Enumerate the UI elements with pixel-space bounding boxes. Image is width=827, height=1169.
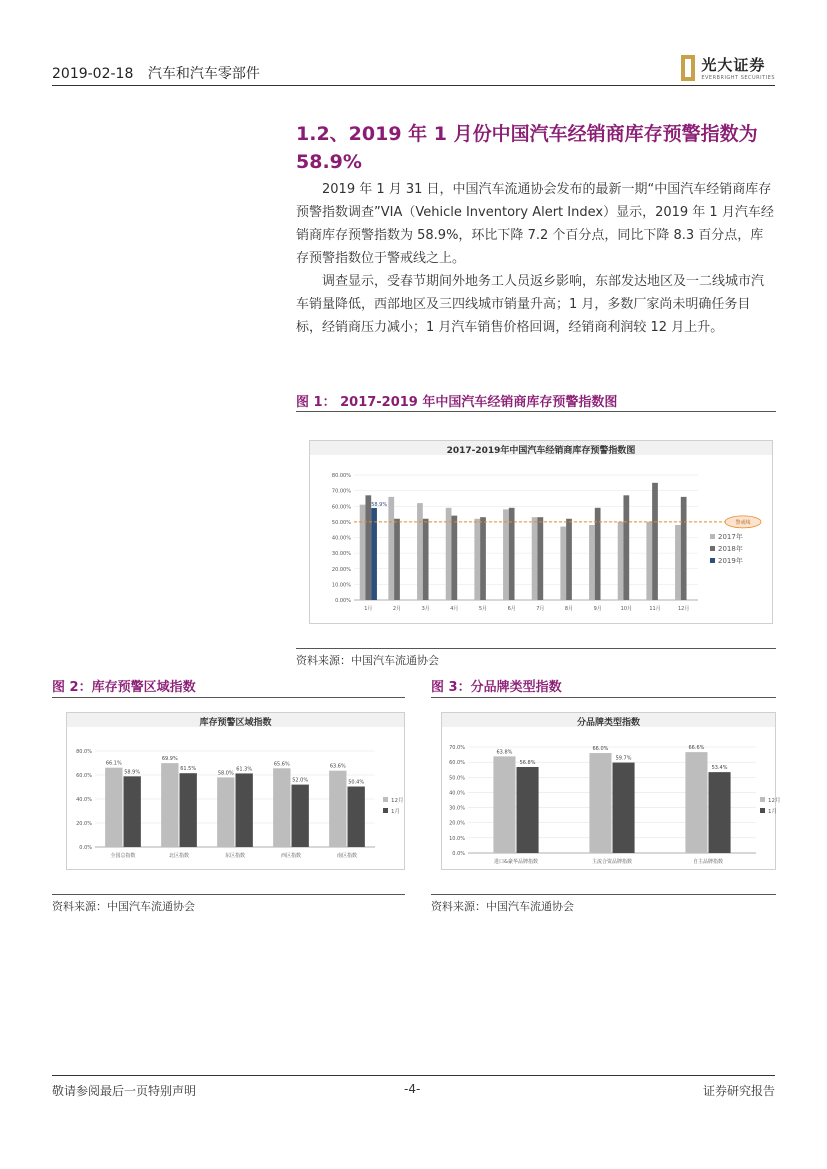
chart1-bar (480, 517, 486, 600)
chart1-xtick-label: 12月 (677, 606, 690, 612)
chart-1-title: 2017-2019年中国汽车经销商库存预警指数图 (446, 446, 636, 456)
chart1-ytick-label: 10.00% (331, 582, 351, 589)
chart3-legend-label: 12月 (768, 798, 781, 804)
chart3-data-label: 66.0% (592, 746, 609, 753)
chart2-legend-label: 1月 (391, 809, 400, 815)
chart3-ytick-label: 60.0% (449, 760, 465, 767)
chart3-data-label: 63.8% (496, 749, 513, 756)
chart1-ytick-label: 60.00% (331, 504, 351, 511)
chart3-data-label: 59.7% (615, 755, 632, 762)
report-date: 2019-02-18 (52, 66, 134, 82)
section-title: 1.2、2019 年 1 月份中国汽车经销商库存预警指数为 58.9% (296, 123, 758, 173)
figure-1-source: 资料来源：中国汽车流通协会 (296, 654, 439, 667)
chart-3-svg (442, 713, 781, 869)
chart2-legend-swatch (383, 808, 388, 813)
chart1-bar (423, 519, 429, 600)
chart2-data-label: 69.9% (161, 756, 178, 763)
chart2-data-label: 58.0% (217, 770, 234, 777)
chart2-data-label: 61.3% (236, 766, 253, 773)
chart1-ytick-label: 40.00% (331, 535, 351, 542)
paragraph-1: 2019 年 1 月 31 日，中国汽车流通协会发布的最新一期“中国汽车经销商库存预警指数调查”VIA（Vehicle Inventory Alert Index）显示，2019 年 1 月汽车经销商库存预警指数为 58.9%，环比下降 7.2 个百分点，同比下降 8.3 百分点，库存预警指数位于警戒线之上。 (296, 182, 774, 266)
chart1-bar (503, 509, 509, 600)
chart1-legend-label: 2017年 (718, 533, 743, 541)
chart1-legend-swatch (710, 534, 715, 539)
chart1-bar (589, 525, 595, 600)
figure-3-source: 资料来源：中国汽车流通协会 (431, 900, 574, 913)
chart2-xtick-label: 全国总指数 (110, 853, 136, 859)
chart3-bar (613, 763, 635, 853)
chart2-ytick-label: 40.0% (76, 797, 92, 803)
chart3-ytick-label: 70.0% (449, 745, 465, 751)
chart3-bar (493, 756, 515, 853)
figure-2-bottom-rule (52, 894, 405, 895)
chart2-ytick-label: 0.0% (79, 845, 92, 851)
chart1-legend-swatch (710, 546, 715, 551)
report-category: 汽车和汽车零部件 (147, 66, 260, 82)
chart1-bar (417, 503, 423, 600)
chart3-ytick-label: 50.0% (449, 775, 465, 782)
chart3-bar (685, 752, 707, 853)
chart1-legend-swatch (710, 558, 715, 563)
chart2-legend-label: 12月 (391, 798, 404, 804)
logo-mark-icon (681, 55, 695, 81)
figure-2-caption: 图 2：库存预警区域指数 (52, 680, 196, 695)
chart3-ytick-label: 10.0% (449, 835, 465, 842)
figure-2-source: 资料来源：中国汽车流通协会 (52, 900, 195, 913)
chart1-bar (451, 516, 457, 600)
chart1-xtick-label: 1月 (364, 606, 373, 612)
chart1-xtick-label: 11月 (649, 606, 661, 612)
figure-3-bottom-rule (431, 894, 776, 895)
chart2-data-label: 52.0% (292, 777, 309, 784)
chart1-ytick-label: 0.00% (335, 598, 351, 604)
chart1-bar (560, 527, 566, 600)
chart2-bar (236, 773, 253, 847)
chart1-bar (618, 522, 624, 600)
figure-1-caption: 图 1： 2017-2019 年中国汽车经销商库存预警指数图 (296, 395, 618, 410)
logo-cn-text: 光大证券 (701, 56, 766, 74)
chart3-ytick-label: 0.0% (452, 851, 465, 857)
chart1-xtick-label: 6月 (507, 606, 516, 612)
chart2-bar (292, 785, 309, 847)
chart3-bar (589, 753, 611, 853)
chart3-data-label: 56.8% (519, 759, 536, 766)
chart1-bar (474, 519, 480, 600)
chart1-legend-label: 2019年 (718, 557, 743, 565)
header-divider (52, 85, 775, 86)
logo-en-text: EVERBRIGHT SECURITIES (701, 75, 775, 81)
chart2-bar (124, 776, 141, 847)
chart3-ytick-label: 30.0% (449, 805, 465, 812)
chart2-data-label: 61.5% (180, 766, 197, 773)
chart1-bar (681, 497, 687, 600)
figure-2-top-rule (52, 697, 405, 698)
footer-report-type: 证券研究报告 (702, 1084, 775, 1098)
chart1-ytick-label: 70.00% (331, 488, 351, 495)
chart1-bar (646, 522, 652, 600)
chart1-xtick-label: 5月 (478, 606, 488, 612)
chart2-data-label: 65.6% (273, 761, 290, 768)
company-logo (681, 54, 775, 81)
chart2-legend-swatch (383, 797, 388, 802)
chart3-legend-swatch (760, 808, 765, 813)
chart1-bar (566, 519, 572, 600)
chart2-ytick-label: 80.0% (76, 749, 92, 755)
chart2-ytick-label: 20.0% (76, 821, 92, 827)
chart3-bar (517, 767, 539, 853)
chart1-xtick-label: 10月 (620, 606, 633, 612)
chart1-xtick-label: 3月 (421, 606, 430, 612)
chart1-ytick-label: 30.00% (331, 551, 351, 558)
chart3-data-label: 53.4% (711, 765, 728, 772)
chart3-legend-label: 1月 (768, 809, 777, 815)
chart1-ytick-label: 80.00% (331, 473, 351, 479)
chart1-xtick-label: 2月 (392, 606, 402, 612)
chart1-bar (532, 517, 538, 600)
chart1-bar (652, 483, 658, 600)
footer-page-number: -4- (404, 1082, 421, 1096)
chart2-bar (105, 768, 122, 847)
figure-1-top-rule (296, 411, 776, 412)
chart3-xtick-label: 进口&豪华品牌指数 (494, 859, 538, 865)
chart2-data-label: 58.9% (124, 769, 141, 776)
chart3-data-label: 66.6% (688, 745, 705, 752)
chart-1-svg (310, 441, 772, 623)
chart2-xtick-label: 南区指数 (336, 853, 358, 859)
chart2-ytick-label: 60.0% (76, 773, 92, 779)
chart2-bar (217, 777, 234, 847)
chart3-xtick-label: 自主品牌指数 (692, 859, 724, 865)
chart2-bar (180, 773, 197, 847)
chart3-ytick-label: 40.0% (449, 790, 465, 797)
paragraph-2: 调查显示，受春节期间外地务工人员返乡影响，东部发达地区及一二线城市汽车销量降低，西部地区及三四线城市销量升高；1 月，多数厂家尚未明确任务目标，经销商压力减小；1 月汽车销售价格回调，经销商利润较 12 月上升。 (296, 274, 765, 335)
chart3-legend-swatch (760, 797, 765, 802)
chart1-xtick-label: 7月 (536, 606, 545, 612)
chart2-bar (329, 771, 346, 847)
page-header (52, 63, 270, 83)
chart2-data-label: 63.6% (329, 763, 346, 770)
chart1-xtick-label: 9月 (593, 606, 602, 612)
chart2-bar (348, 787, 365, 847)
chart1-bar (365, 495, 371, 600)
footer-divider (52, 1075, 775, 1076)
chart-3-frame (441, 712, 781, 870)
chart2-bar (273, 768, 290, 847)
chart3-bar (709, 772, 731, 853)
chart1-bar (360, 505, 366, 600)
chart-1-frame (309, 440, 773, 624)
chart1-ytick-label: 50.00% (331, 519, 351, 526)
chart1-bar (623, 495, 629, 600)
chart2-bar (161, 763, 178, 847)
chart2-data-label: 50.4% (348, 779, 365, 786)
chart1-bar (537, 517, 543, 600)
chart1-warning-label: 警戒线 (735, 519, 751, 526)
chart1-xtick-label: 8月 (564, 606, 574, 612)
chart3-xtick-label: 主流合资品牌指数 (591, 859, 633, 865)
chart1-xtick-label: 4月 (450, 606, 459, 612)
chart1-bar (394, 519, 400, 600)
chart2-xtick-label: 西区指数 (280, 853, 302, 859)
chart1-bar (675, 525, 681, 600)
chart1-bar (388, 497, 394, 600)
chart1-data-label: 58.9% (371, 501, 388, 508)
footer-disclaimer: 敬请参阅最后一页特别声明 (52, 1084, 197, 1098)
chart-3-title: 分品牌类型指数 (576, 718, 640, 728)
chart-2-frame (66, 712, 405, 870)
chart1-legend-label: 2018年 (718, 545, 743, 553)
figure-1-bottom-rule (296, 648, 776, 649)
chart3-ytick-label: 20.0% (449, 820, 465, 827)
chart-2-title: 库存预警区域指数 (199, 718, 272, 728)
chart2-data-label: 66.1% (105, 760, 122, 767)
chart-2-svg (67, 713, 404, 869)
chart2-xtick-label: 北区指数 (168, 853, 190, 859)
chart2-xtick-label: 东区指数 (224, 853, 246, 859)
figure-3-caption: 图 3：分品牌类型指数 (431, 680, 562, 695)
figure-3-top-rule (431, 697, 776, 698)
chart1-ytick-label: 20.00% (331, 566, 351, 573)
